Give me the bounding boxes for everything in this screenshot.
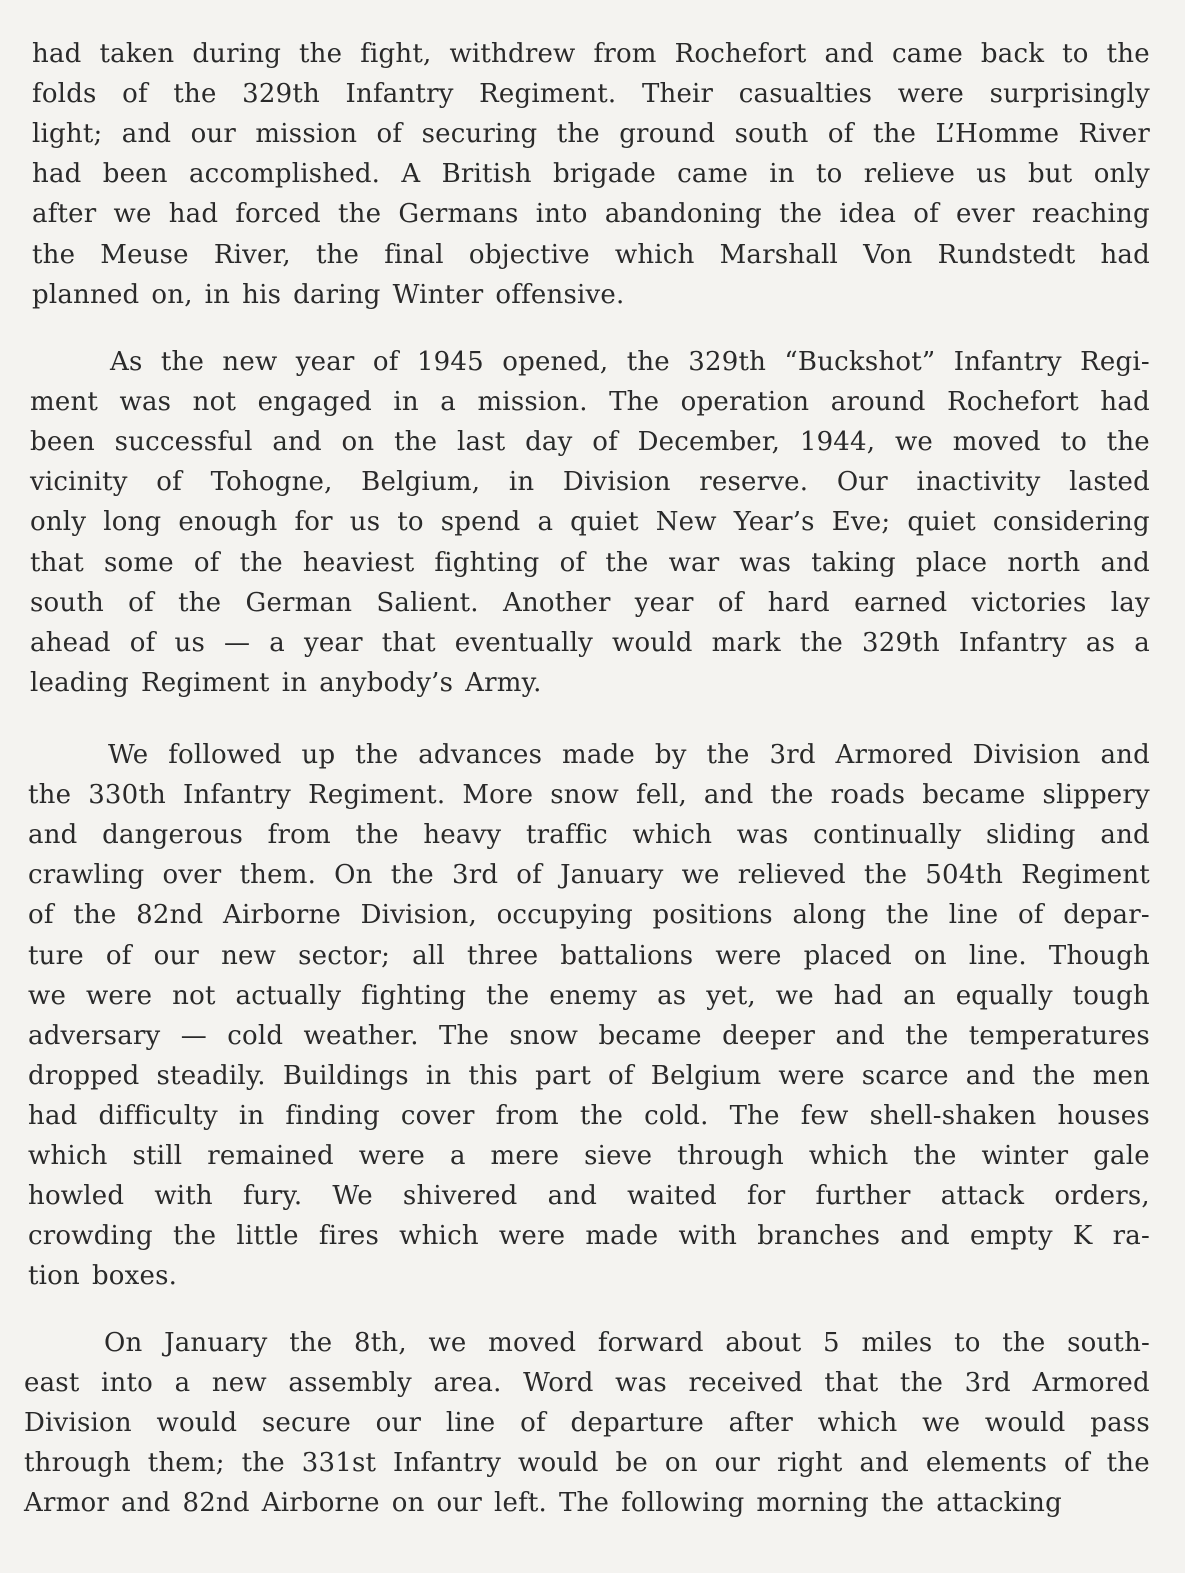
text-line: only long enough for us to spend a quiet New Year’s Eve; quiet considering bbox=[30, 507, 1150, 538]
text-line: leading Regiment in anybody’s Army. bbox=[30, 667, 542, 698]
text-line: dropped steadily. Buildings in this part of Belgium were scarce and the men bbox=[28, 1060, 1150, 1091]
text-line: folds of the 329th Infantry Regiment. Their casualties were surprisingly bbox=[32, 79, 1150, 110]
text-line: the 330th Infantry Regiment. More snow fell, and the roads became slippery bbox=[28, 780, 1150, 811]
text-line: ture of our new sector; all three battalions were placed on line. Though bbox=[28, 940, 1150, 971]
text-line: which still remained were a mere sieve through which the winter gale bbox=[28, 1141, 1150, 1171]
text-line: adversary — cold weather. The snow became deeper and the temperatures bbox=[28, 1020, 1150, 1051]
text-line: ahead of us — a year that eventually would mark the 329th Infantry as a bbox=[30, 627, 1150, 658]
text-line: been successful and on the last day of December, 1944, we moved to the bbox=[30, 427, 1150, 458]
text-line: Armor and 82nd Airborne on our left. The following morning the attacking bbox=[24, 1488, 1062, 1519]
text-line: planned on, in his daring Winter offensive. bbox=[32, 279, 625, 310]
text-line: howled with fury. We shivered and waited for further attack orders, bbox=[28, 1181, 1150, 1212]
text-line: Division would secure our line of departure after which we would pass bbox=[24, 1408, 1150, 1439]
text-line: As the new year of 1945 opened, the 329th “Buckshot” Infantry Regi- bbox=[110, 347, 1150, 377]
text-line: we were not actually fighting the enemy as yet, we had an equally tough bbox=[28, 980, 1150, 1011]
text-line: had been accomplished. A British brigade came in to relieve us but only bbox=[32, 159, 1150, 190]
text-line: ment was not engaged in a mission. The operation around Rochefort had bbox=[30, 387, 1150, 418]
text-line: We followed up the advances made by the 3rd Armored Division and bbox=[108, 740, 1150, 770]
text-line: after we had forced the Germans into abandoning the idea of ever reaching bbox=[32, 199, 1150, 230]
text-line: the Meuse River, the final objective which Marshall Von Rundstedt had bbox=[32, 239, 1150, 270]
text-line: through them; the 331st Infantry would be on our right and elements of the bbox=[24, 1448, 1150, 1479]
text-line: had difficulty in finding cover from the cold. The few shell-shaken houses bbox=[28, 1100, 1150, 1131]
text-line: that some of the heaviest fighting of the war was taking place north and bbox=[30, 547, 1150, 578]
text-line: tion boxes. bbox=[28, 1261, 178, 1292]
text-line: south of the German Salient. Another year of hard earned victories lay bbox=[30, 587, 1150, 618]
text-line: On January the 8th, we moved forward about 5 miles to the south- bbox=[104, 1328, 1150, 1358]
text-line: vicinity of Tohogne, Belgium, in Division reserve. Our inactivity lasted bbox=[30, 467, 1150, 498]
text-line: crowding the little fires which were made with branches and empty K ra- bbox=[28, 1221, 1150, 1252]
text-line: and dangerous from the heavy traffic which was continually sliding and bbox=[28, 820, 1150, 851]
text-line: crawling over them. On the 3rd of January we relieved the 504th Regiment bbox=[28, 860, 1150, 891]
text-line: of the 82nd Airborne Division, occupying positions along the line of depar- bbox=[28, 900, 1150, 931]
text-line: had taken during the fight, withdrew from Rochefort and came back to the bbox=[32, 39, 1150, 69]
text-line: light; and our mission of securing the ground south of the L’Homme River bbox=[32, 119, 1150, 150]
text-line: east into a new assembly area. Word was received that the 3rd Armored bbox=[24, 1368, 1150, 1399]
